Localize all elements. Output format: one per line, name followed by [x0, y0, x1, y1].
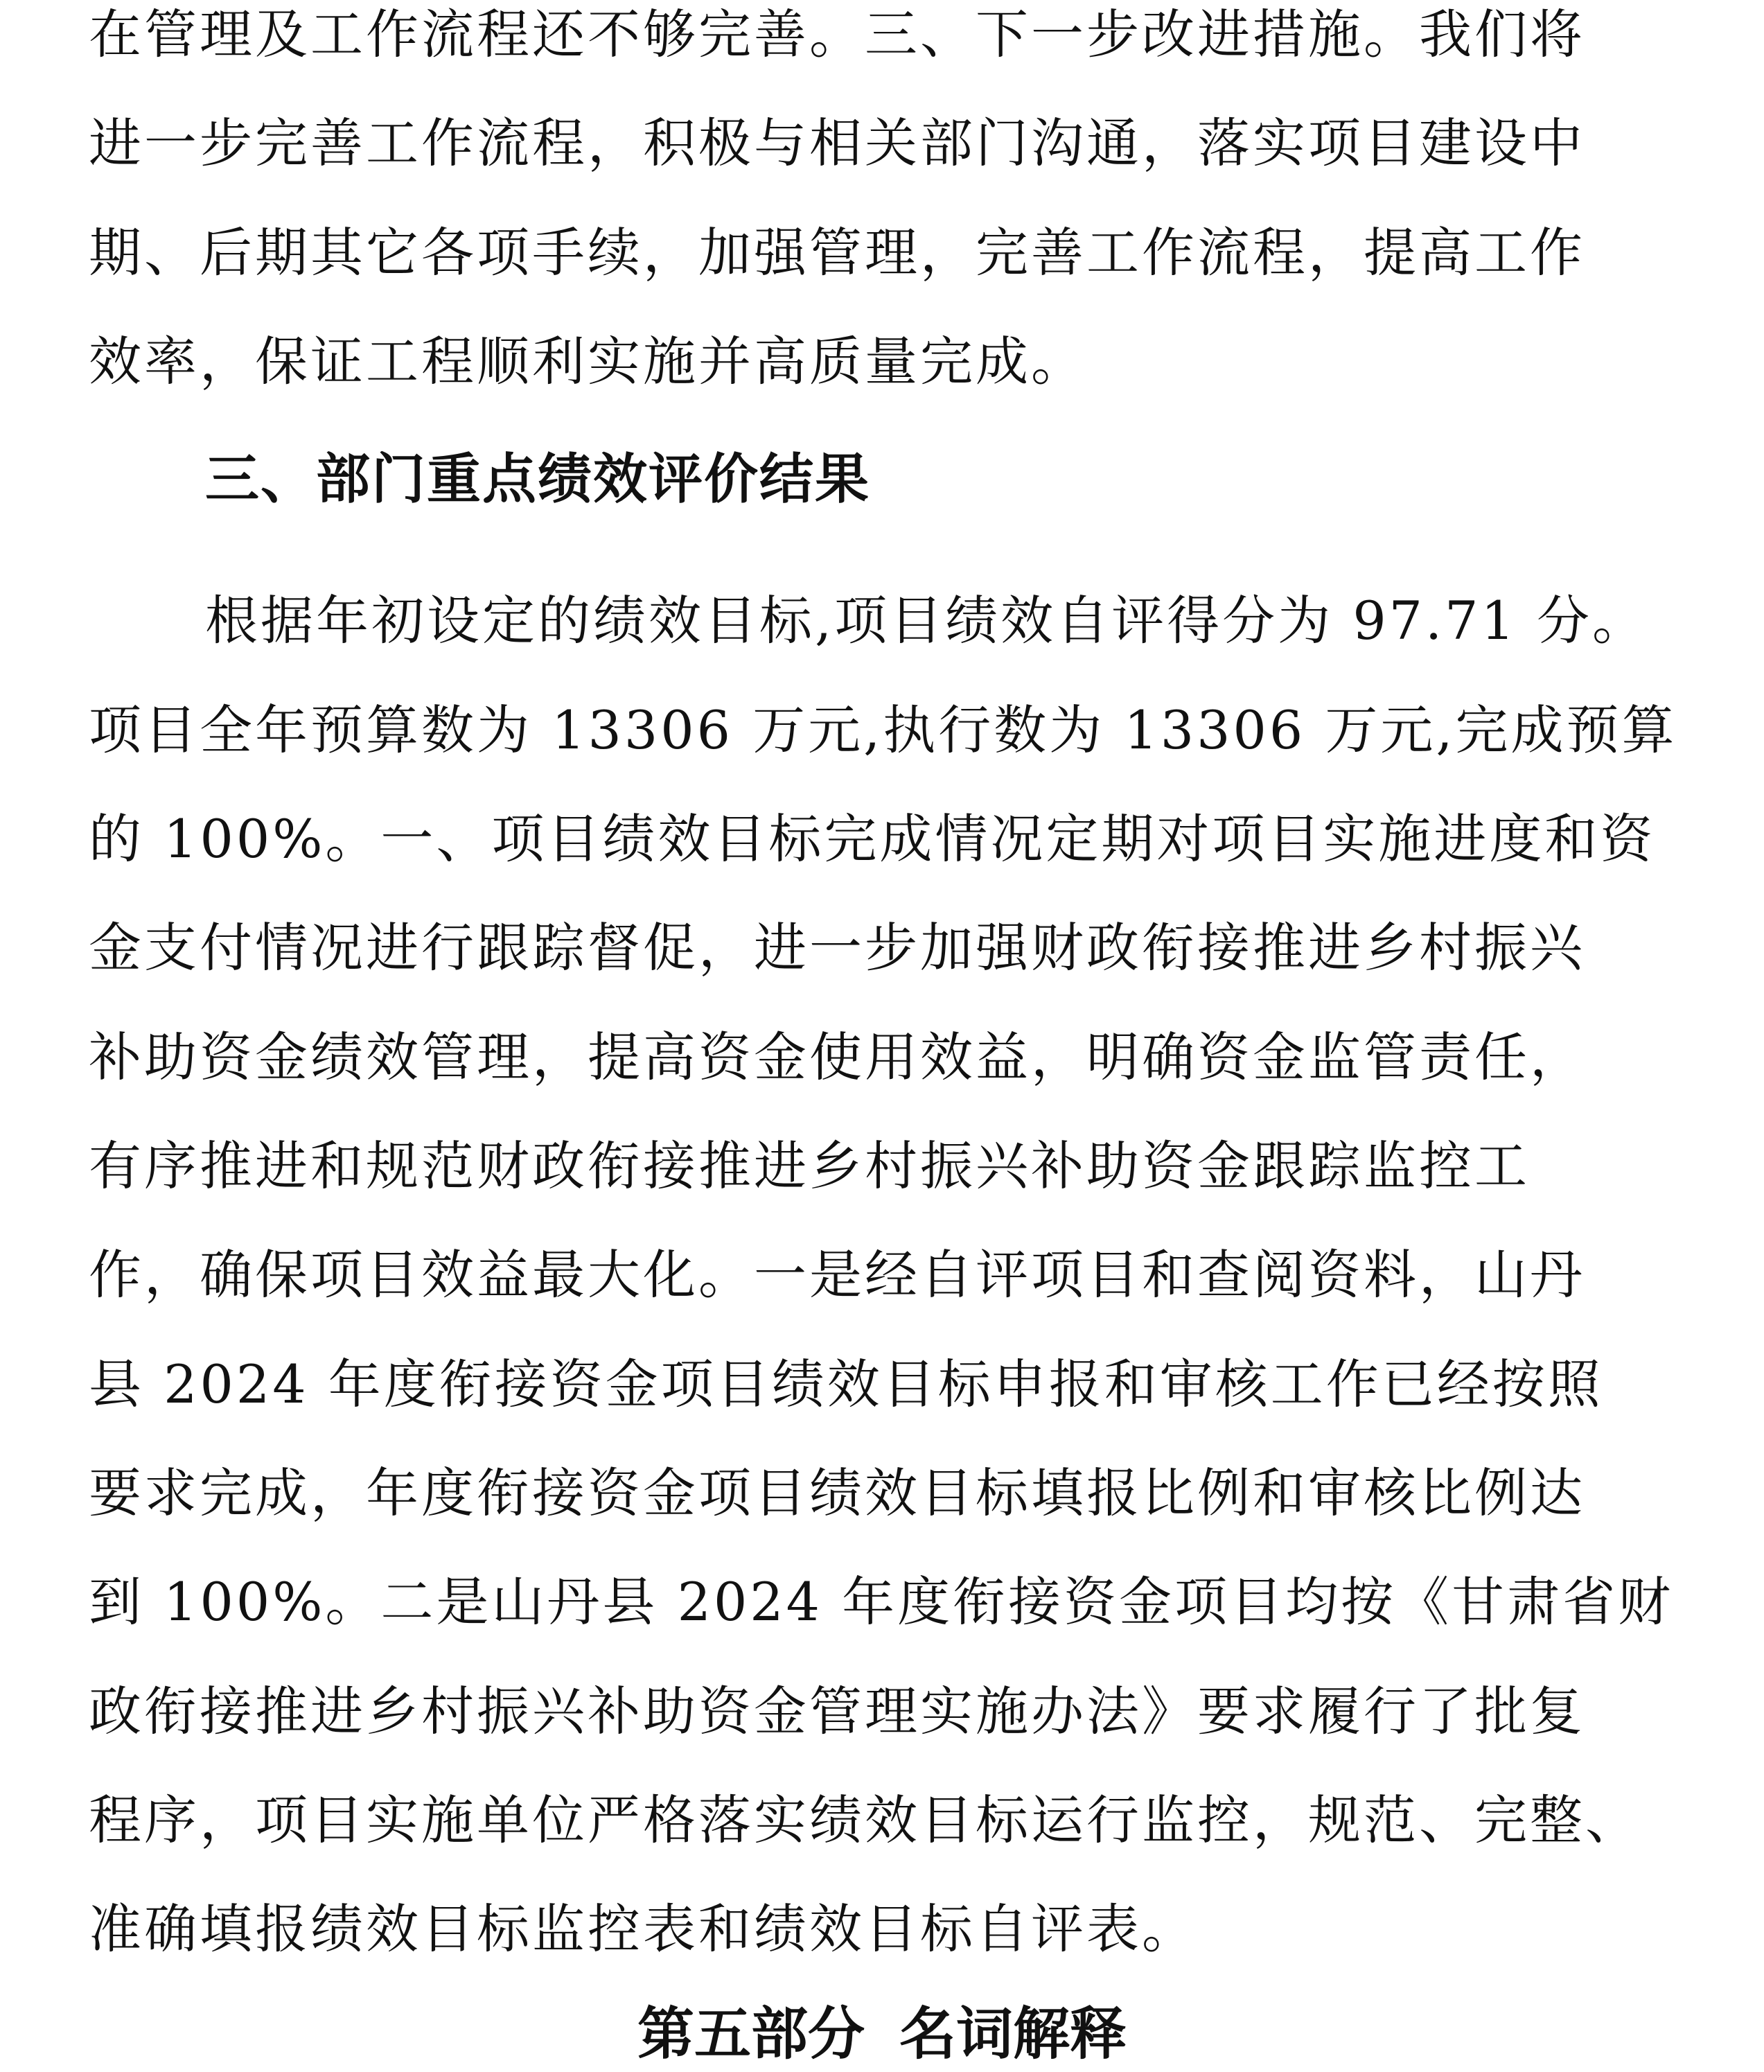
paragraph-2-line-13: 准确填报绩效目标监控表和绩效目标自评表。	[89, 1898, 1197, 1960]
paragraph-2-line-6: 有序推进和规范财政衔接推进乡村振兴补助资金跟踪监控工	[89, 1135, 1530, 1197]
paragraph-1-line-1: 在管理及工作流程还不够完善。三、下一步改进措施。我们将	[89, 3, 1585, 65]
paragraph-2-line-10: 到 100%。二是山丹县 2024 年度衔接资金项目均按《甘肃省财	[89, 1571, 1674, 1633]
part-title	[0, 1996, 1764, 2072]
paragraph-2-line-12: 程序，项目实施单位严格落实绩效目标运行监控，规范、完整、	[89, 1789, 1641, 1851]
paragraph-1-line-4: 效率，保证工程顺利实施并高质量完成。	[89, 331, 1086, 392]
paragraph-2-line-5: 补助资金绩效管理，提高资金使用效益，明确资金监管责任，	[89, 1026, 1585, 1088]
paragraph-1-line-2: 进一步完善工作流程，积极与相关部门沟通，落实项目建设中	[89, 112, 1585, 174]
paragraph-2-line-2: 项目全年预算数为 13306 万元,执行数为 13306 万元,完成预算	[89, 699, 1677, 761]
paragraph-2-line-4: 金支付情况进行跟踪督促，进一步加强财政衔接推进乡村振兴	[89, 917, 1585, 978]
paragraph-2-line-9: 要求完成，年度衔接资金项目绩效目标填报比例和审核比例达	[89, 1462, 1585, 1524]
paragraph-2-line-11: 政衔接推进乡村振兴补助资金管理实施办法》要求履行了批复	[89, 1680, 1585, 1742]
paragraph-2-line-1: 根据年初设定的绩效目标,项目绩效自评得分为 97.71 分。	[205, 590, 1648, 651]
part-number: 第五部分	[637, 2001, 865, 2067]
part-name: 名词解释	[899, 2001, 1127, 2067]
paragraph-1-line-3: 期、后期其它各项手续，加强管理，完善工作流程，提高工作	[89, 222, 1585, 283]
paragraph-2-line-8: 县 2024 年度衔接资金项目绩效目标申报和审核工作已经按照	[89, 1353, 1603, 1415]
paragraph-2-line-3: 的 100%。一、项目绩效目标完成情况定期对项目实施进度和资	[89, 808, 1656, 870]
paragraph-2-line-7: 作，确保项目效益最大化。一是经自评项目和查阅资料，山丹	[89, 1244, 1585, 1306]
section-heading: 三、部门重点绩效评价结果	[205, 448, 871, 511]
